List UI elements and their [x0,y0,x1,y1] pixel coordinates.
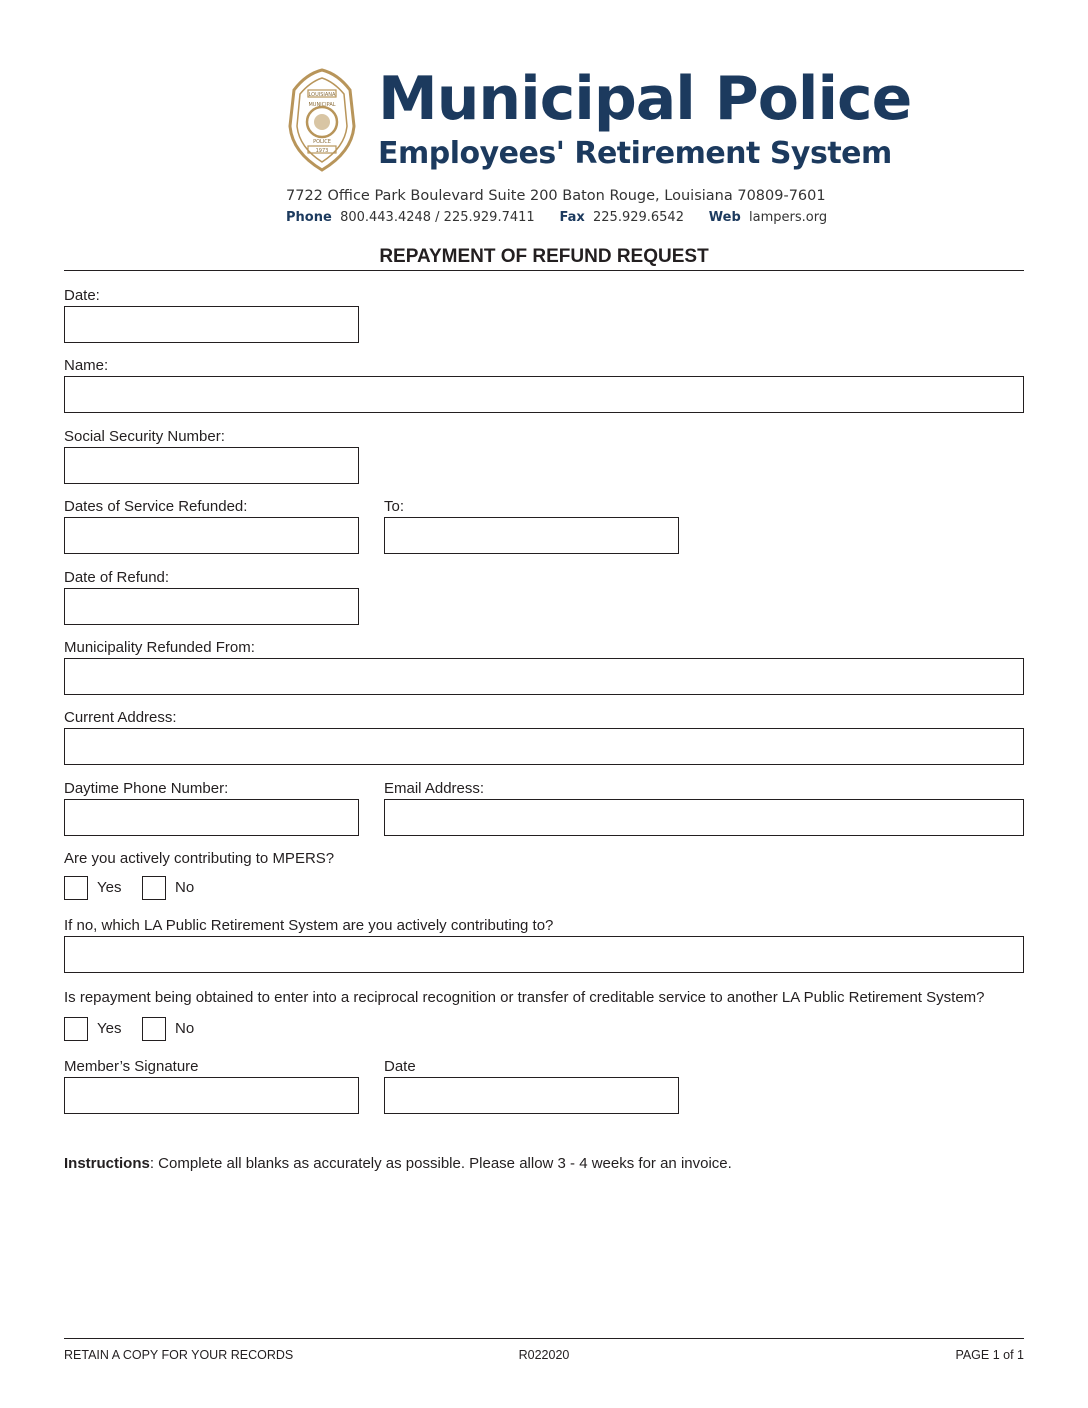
reciprocal-yes-checkbox[interactable] [64,1017,88,1041]
reciprocal-no-label: No [175,1020,195,1037]
contributing-yes-checkbox[interactable] [64,876,88,900]
refund-date-field[interactable] [64,588,359,625]
service-to-label: To: [384,498,405,515]
contributing-yes-label: Yes [97,879,122,896]
brand-name-line1: Municipal Police [378,64,912,134]
name-label: Name: [64,357,109,374]
contributing-question: Are you actively contributing to MPERS? [64,850,335,867]
instructions-text: : Complete all blanks as accurately as possible. Please allow 3 - 4 weeks for an invoice. [149,1155,732,1172]
phone-value: 800.443.4248 / 225.929.7411 [340,210,535,225]
ssn-field[interactable] [64,447,359,484]
office-address: 7722 Office Park Boulevard Suite 200 Baton Rouge, Louisiana 70809-7601 [286,188,826,204]
email-field[interactable] [384,799,1024,836]
fax-label: Fax [559,210,585,225]
date-label: Date: [64,287,100,304]
footer-retain-note: RETAIN A COPY FOR YOUR RECORDS [64,1348,294,1362]
date-field[interactable] [64,306,359,343]
ssn-label: Social Security Number: [64,428,225,445]
refund-date-label: Date of Refund: [64,569,170,586]
badge-text-2: MUNICIPAL [308,102,336,108]
badge-text-1: LOUISIANA [308,92,336,98]
footer-form-code: R022020 [518,1348,570,1362]
reciprocal-no-checkbox[interactable] [142,1017,166,1041]
email-label: Email Address: [384,780,485,797]
signature-date-label: Date [384,1058,416,1075]
other-system-field[interactable] [64,936,1024,973]
badge-text-4: 1973 [315,148,329,154]
service-from-field[interactable] [64,517,359,554]
web-value: lampers.org [749,210,828,225]
daytime-phone-label: Daytime Phone Number: [64,780,229,797]
signature-field[interactable] [64,1077,359,1114]
phone-label: Phone [286,210,332,225]
other-system-question: If no, which LA Public Retirement System are you actively contributing to? [64,917,554,934]
contributing-no-checkbox[interactable] [142,876,166,900]
service-to-field[interactable] [384,517,679,554]
reciprocal-question: Is repayment being obtained to enter into a reciprocal recognition or transfer of creditable service to another LA Public Retirement System? [64,989,985,1006]
footer-divider [64,1338,1024,1339]
form-title: REPAYMENT OF REFUND REQUEST [379,246,709,267]
daytime-phone-field[interactable] [64,799,359,836]
signature-label: Member’s Signature [64,1058,199,1075]
current-address-field[interactable] [64,728,1024,765]
reciprocal-yes-label: Yes [97,1020,122,1037]
fax-value: 225.929.6542 [593,210,684,225]
municipality-label: Municipality Refunded From: [64,639,255,656]
contributing-no-label: No [175,879,195,896]
municipality-field[interactable] [64,658,1024,695]
signature-date-field[interactable] [384,1077,679,1114]
instructions-label: Instructions [64,1155,150,1172]
contact-line [286,208,828,228]
footer-page-number: PAGE 1 of 1 [955,1348,1024,1362]
web-label: Web [708,210,741,225]
instructions [64,1153,1024,1175]
name-field[interactable] [64,376,1024,413]
current-address-label: Current Address: [64,709,177,726]
service-from-label: Dates of Service Refunded: [64,498,248,515]
badge-text-3: POLICE [313,139,331,145]
brand-name-line2: Employees' Retirement System [378,136,892,171]
badge-logo-icon [286,68,358,172]
title-divider [64,270,1024,271]
